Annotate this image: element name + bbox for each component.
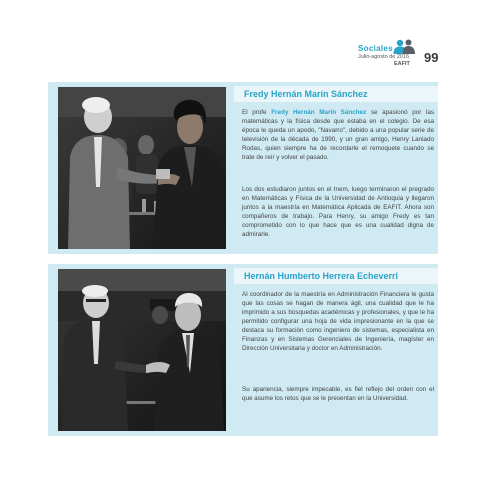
name-band — [234, 268, 438, 284]
people-icon — [392, 38, 416, 54]
issue-date: Julio-agosto de 2016 — [358, 54, 410, 60]
photo-award-handshake — [58, 269, 226, 431]
profile-card-fredy — [48, 82, 438, 254]
page-number: 99 — [424, 50, 439, 65]
profile-card-hernan — [48, 264, 438, 436]
highlighted-name: Fredy Hernán Marín Sánchez — [271, 109, 367, 116]
profile-paragraph: Su apariencia, siempre impecable, es fiel reflejo del orden con el que asume los retos que se le presentan en la Universidad. — [242, 386, 434, 402]
name-band — [234, 86, 438, 102]
profile-paragraph: Al coordinador de la maestría en Administración Financiera le gusta que las cosas se hagan de manera ágil, una cualidad que le ha imprimido a sus búsquedas académicas y profesionales, y que le ha permitido configurar una hoja de vida impresionante en la que se destaca su formación como ingeniero de sistemas, especialista en Finanzas y en Sistemas Gerenciales de Ingeniería, magíster en Dirección Universitaria y doctor en Administración. — [242, 291, 434, 352]
magazine-name: EAFIT — [394, 61, 410, 67]
profile-name: Hernán Humberto Herrera Echeverri — [244, 271, 399, 281]
page-header — [352, 44, 462, 70]
profile-paragraph: El profe Fredy Hernán Marín Sánchez se apasionó por las matemáticas y la física desde que estaba en el colegio. De esa época le queda un apodo, "Navarro", debido a una popular serie de televisión de la década de 1990, y un gran amigo, Henry Laniado Rodas, quien siempre ha de recordarle el remoquete cuando se trate de reír y volver el pasado. — [242, 109, 435, 161]
profile-name: Fredy Hernán Marín Sánchez — [244, 89, 368, 99]
section-name: Sociales — [358, 44, 393, 53]
photo-award-handshake — [58, 87, 226, 249]
profile-paragraph: Los dos estudiaron juntos en el Inem, luego terminaron el pregrado en Matemáticas y Física de la Universidad de Antioquia y llegaron juntos a la maestría en Matemática Aplicada de EAFIT. Ahora son compañeros de trabajo. Para Henry, su amigo Fredy es tan comprometido con lo que hace que es una cualidad digna de admirarle. — [242, 186, 434, 238]
